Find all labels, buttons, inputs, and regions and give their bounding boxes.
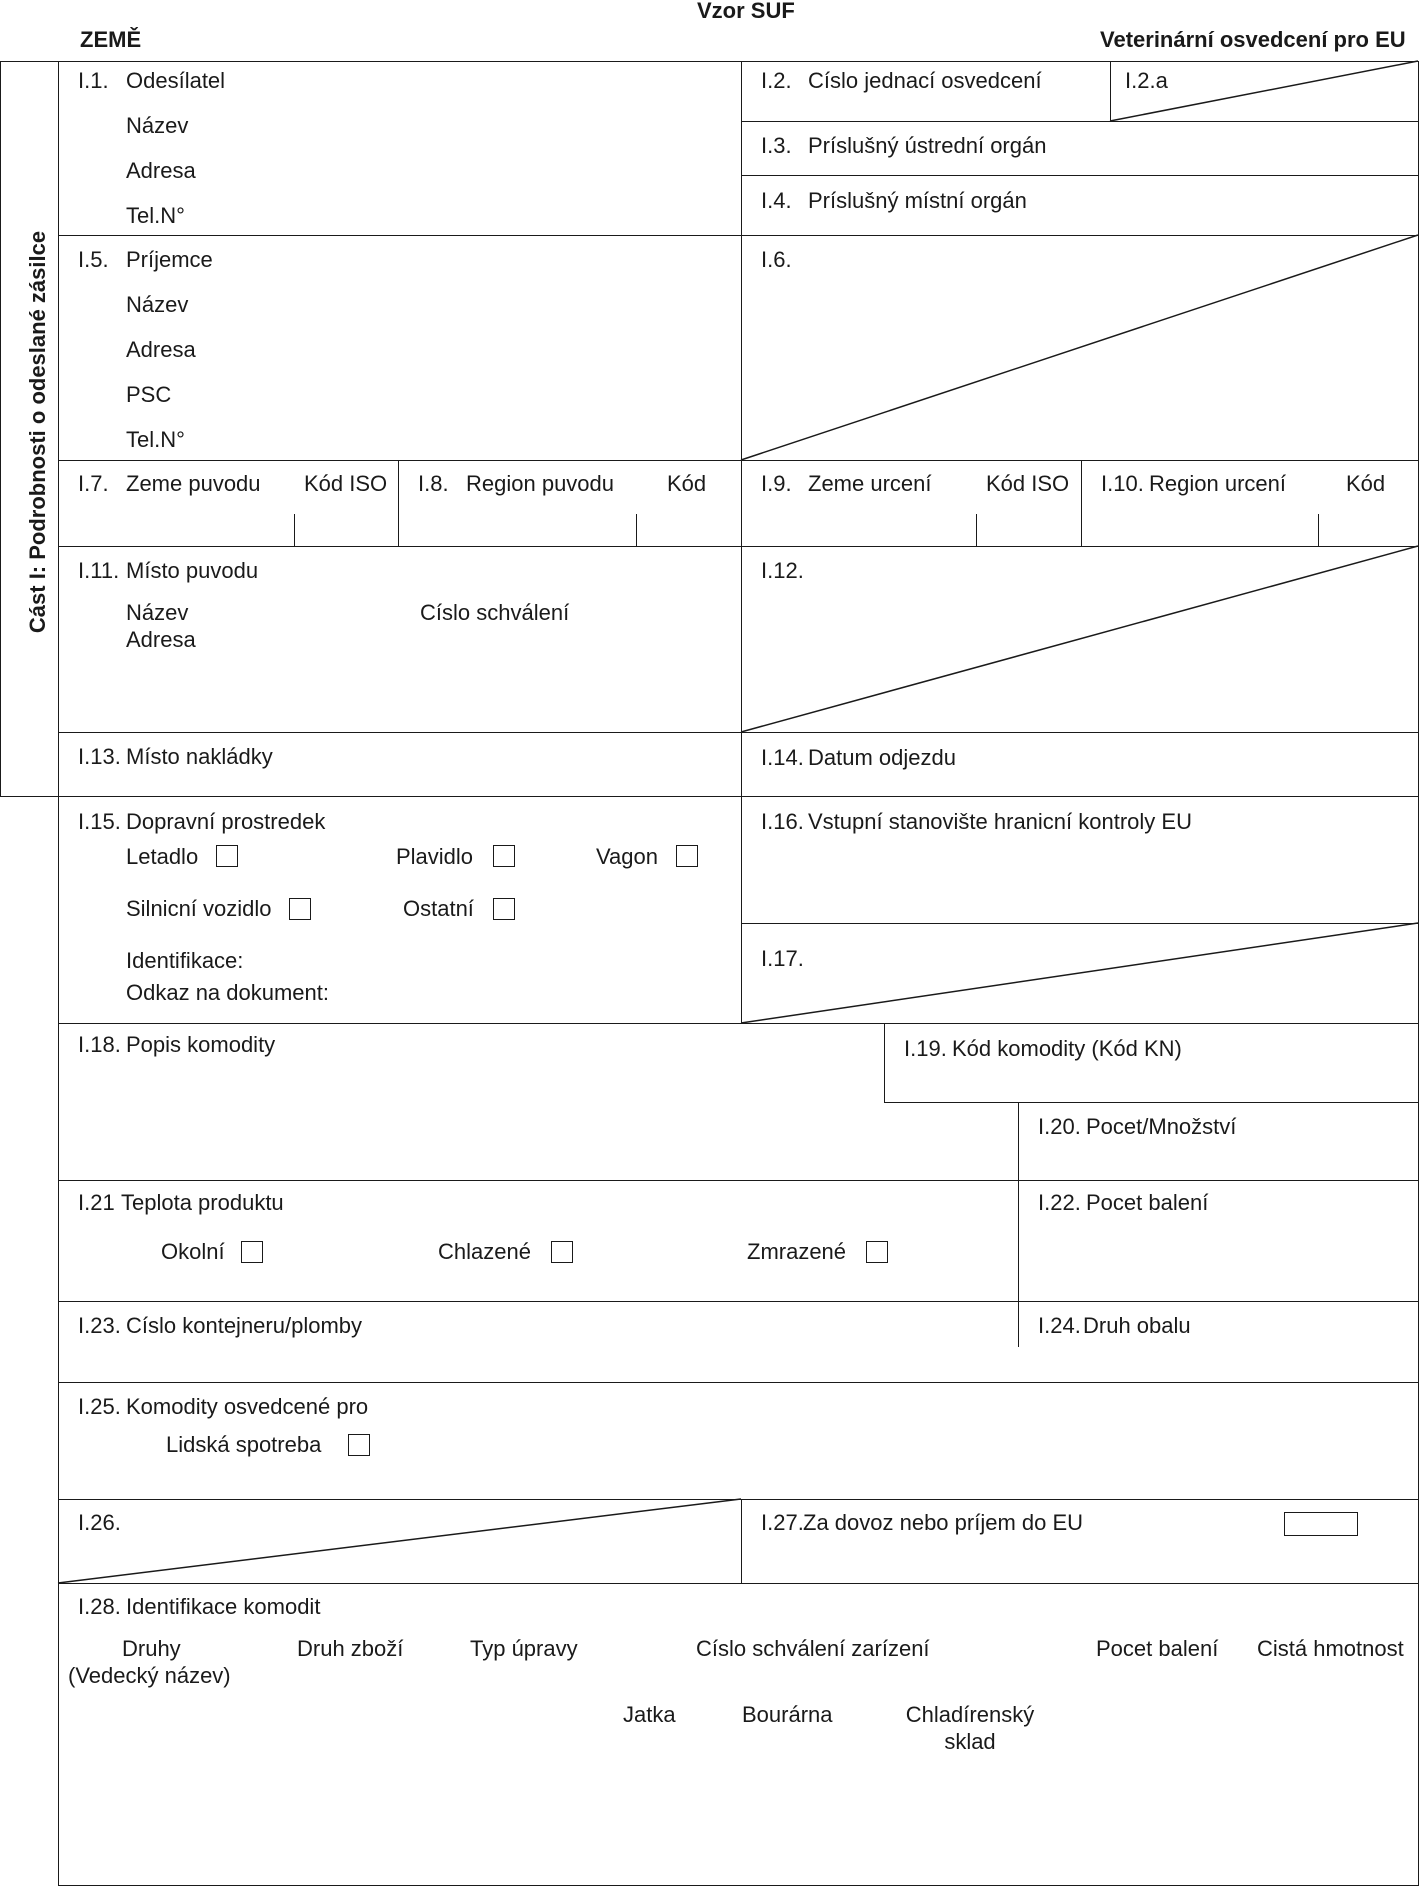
field-num: I.4. [761, 188, 792, 213]
transport-plane-label: Letadlo [126, 844, 199, 869]
field-num: I.20. [1038, 1114, 1081, 1139]
field-num: I.19. [904, 1036, 947, 1061]
consignor-address: Adresa [126, 158, 196, 183]
packages-count-label: Pocet balení [1086, 1190, 1209, 1215]
establishment-approval-header: Císlo schválení zarízení [696, 1636, 930, 1661]
transport-label: Dopravní prostredek [126, 809, 326, 834]
field-num: I.10. [1101, 471, 1144, 496]
temperature-chilled-label: Chlazené [438, 1239, 531, 1264]
import-eu-box[interactable] [1284, 1512, 1358, 1536]
border-post-label: Vstupní stanovište hranicní kontroly EU [808, 809, 1192, 834]
field-num: I.11. [78, 558, 120, 583]
place-of-origin-label: Místo puvodu [126, 558, 259, 583]
field-num: I.27. [761, 1510, 804, 1535]
field-num: I.13. [78, 744, 121, 769]
goods-type-header: Druh zboží [297, 1636, 404, 1661]
destination-region-code-label: Kód [1346, 471, 1386, 496]
temperature-chilled-checkbox[interactable] [551, 1241, 573, 1263]
species-scientific-header: (Vedecký název) [68, 1663, 231, 1688]
consignor-name: Název [126, 113, 189, 138]
consignor-label: Odesílatel [126, 68, 226, 93]
field-num: I.5. [78, 247, 109, 272]
transport-identification-label: Identifikace: [126, 948, 244, 973]
cold-store-header: Chladírenský [905, 1702, 1035, 1727]
consignee-address: Adresa [126, 337, 196, 362]
transport-road-checkbox[interactable] [289, 898, 311, 920]
destination-iso-label: Kód ISO [986, 471, 1070, 496]
commodity-identification-label: Identifikace komodit [126, 1594, 321, 1619]
field-num: I.6. [761, 247, 792, 272]
field-num: I.12. [761, 558, 804, 583]
field-num: I.24. [1038, 1313, 1081, 1338]
origin-approval-number: Císlo schválení [420, 600, 570, 625]
consignee-tel: Tel.N° [126, 427, 185, 452]
field-num: I.7. [78, 471, 109, 496]
origin-name: Název [126, 600, 189, 625]
certificate-title: Veterinární osvedcení pro EU [1100, 27, 1406, 52]
origin-address: Adresa [126, 627, 196, 652]
container-seal-label: Císlo kontejneru/plomby [126, 1313, 363, 1338]
consignee-name: Název [126, 292, 189, 317]
field-num: I.2. [761, 68, 792, 93]
treatment-type-header: Typ úpravy [470, 1636, 578, 1661]
origin-region-code-label: Kód [667, 471, 707, 496]
side-section-label: Cást I: Podrobnosti o odeslané zásilce [25, 230, 50, 634]
field-num: I.26. [78, 1510, 121, 1535]
consignee-postcode: PSC [126, 382, 172, 407]
local-authority-label: Príslušný místní orgán [808, 188, 1027, 213]
model-title: Vzor SUF [697, 0, 795, 23]
field-num: I.25. [78, 1394, 121, 1419]
package-type-label: Druh obalu [1083, 1313, 1191, 1338]
central-authority-label: Príslušný ústrední orgán [808, 133, 1047, 158]
field-num: I.14. [761, 745, 804, 770]
destination-country-label: Zeme urcení [808, 471, 932, 496]
quantity-label: Pocet/Množství [1086, 1114, 1237, 1139]
origin-country-label: Zeme puvodu [126, 471, 261, 496]
field-num: I.21 [78, 1190, 115, 1215]
temperature-frozen-checkbox[interactable] [866, 1241, 888, 1263]
transport-wagon-label: Vagon [596, 844, 658, 869]
net-weight-header: Cistá hmotnost [1257, 1636, 1404, 1661]
temperature-frozen-label: Zmrazené [747, 1239, 847, 1264]
field-num: I.28. [78, 1594, 121, 1619]
consignor-tel: Tel.N° [126, 203, 185, 228]
transport-other-label: Ostatní [403, 896, 474, 921]
packages-header: Pocet balení [1096, 1636, 1219, 1661]
transport-wagon-checkbox[interactable] [676, 845, 698, 867]
import-eu-label: Za dovoz nebo príjem do EU [803, 1510, 1084, 1535]
cutting-plant-header: Bourárna [742, 1702, 833, 1727]
transport-plane-checkbox[interactable] [216, 845, 238, 867]
certified-for-label: Komodity osvedcené pro [126, 1394, 369, 1419]
country-label: ZEMĚ [80, 27, 142, 52]
human-consumption-checkbox[interactable] [348, 1434, 370, 1456]
temperature-ambient-label: Okolní [161, 1239, 225, 1264]
field-num: I.23. [78, 1313, 121, 1338]
field-num: I.1. [78, 68, 109, 93]
field-num: I.9. [761, 471, 792, 496]
cold-store-header-line2: sklad [944, 1729, 996, 1754]
field-num: I.17. [761, 946, 804, 971]
species-header: Druhy [122, 1636, 181, 1661]
commodity-description-label: Popis komodity [126, 1032, 276, 1057]
transport-ship-label: Plavidlo [396, 844, 474, 869]
field-num: I.3. [761, 133, 792, 158]
place-of-loading-label: Místo nakládky [126, 744, 273, 769]
origin-region-label: Region puvodu [466, 471, 615, 496]
field-num: I.16. [761, 809, 804, 834]
transport-document-label: Odkaz na dokument: [126, 980, 330, 1005]
temperature-label: Teplota produktu [121, 1190, 284, 1215]
human-consumption-label: Lidská spotreba [166, 1432, 322, 1457]
consignee-label: Príjemce [126, 247, 213, 272]
field-num: I.22. [1038, 1190, 1081, 1215]
field-i2a: I.2.a [1125, 68, 1168, 93]
commodity-code-label: Kód komodity (Kód KN) [952, 1036, 1182, 1061]
field-num: I.8. [418, 471, 449, 496]
field-num: I.15. [78, 809, 121, 834]
transport-ship-checkbox[interactable] [493, 845, 515, 867]
temperature-ambient-checkbox[interactable] [241, 1241, 263, 1263]
departure-date-label: Datum odjezdu [808, 745, 956, 770]
transport-road-label: Silnicní vozidlo [126, 896, 272, 921]
slaughterhouse-header: Jatka [623, 1702, 676, 1727]
certificate-ref-label: Císlo jednací osvedcení [808, 68, 1042, 93]
destination-region-label: Region urcení [1149, 471, 1286, 496]
field-num: I.18. [78, 1032, 121, 1057]
origin-iso-label: Kód ISO [304, 471, 388, 496]
transport-other-checkbox[interactable] [493, 898, 515, 920]
